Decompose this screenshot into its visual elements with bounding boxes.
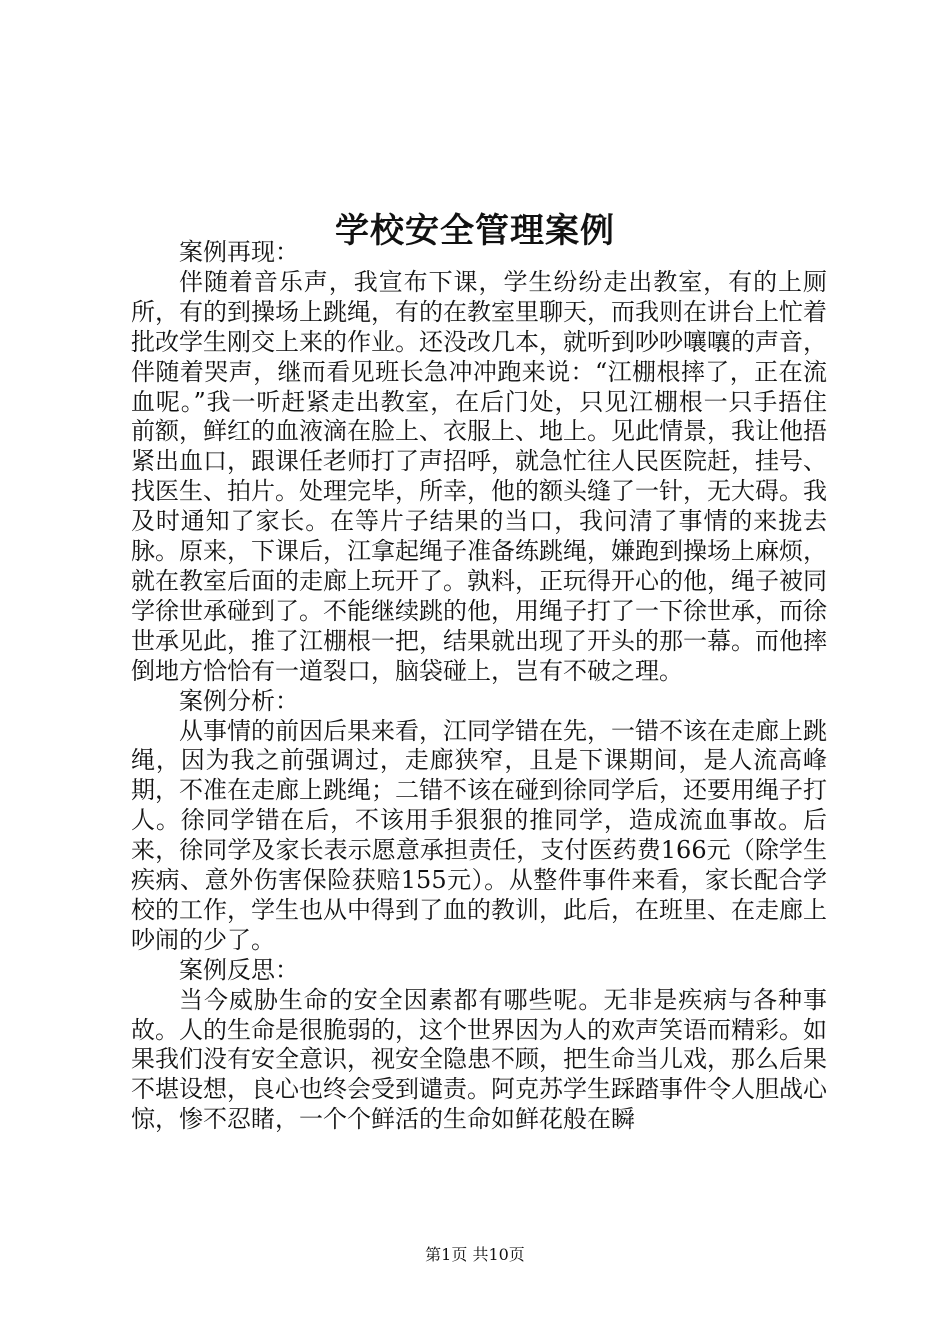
section-heading-case-reproduction: 案例再现：	[179, 238, 299, 266]
paragraph-case-analysis: 从事情的前因后果来看，江同学错在先，一错不该在走廊上跳绳，因为我之前强调过，走廊狭窄，且是下课期间，是人流高峰期，不准在走廊上跳绳；二错不该在碰到徐同学后，还要用绳子打人。徐同学错在后，不该用手狠狠的推同学，造成流血事故。后来，徐同学及家长表示愿意承担责任，支付医药费166元（除学生疾病、意外伤害保险获赔155元）。从整件事件来看，家长配合学校的工作，学生也从中得到了血的教训，此后，在班里、在走廊上吵闹的少了。	[131, 716, 827, 954]
paragraph-case-reflection: 当今威胁生命的安全因素都有哪些呢。无非是疾病与各种事故。人的生命是很脆弱的，这个世界因为人的欢声笑语而精彩。如果我们没有安全意识，视安全隐患不顾，把生命当儿戏，那么后果不堪设想，良心也终会受到谴责。阿克苏学生踩踏事件令人胆战心惊，惨不忍睹，一个个鲜活的生命如鲜花般在瞬	[131, 985, 827, 1134]
document-body	[131, 238, 827, 1135]
paragraph-case-narrative: 伴随着音乐声，我宣布下课，学生纷纷走出教室，有的上厕所，有的到操场上跳绳，有的在教室里聊天，而我则在讲台上忙着批改学生刚交上来的作业。还没改几本，就听到吵吵嚷嚷的声音，伴随着哭声，继而看见班长急冲冲跑来说：“江棚根摔了，正在流血呢。”我一听赶紧走出教室，在后门处，只见江棚根一只手捂住前额，鲜红的血液滴在脸上、衣服上、地上。见此情景，我让他捂紧出血口，跟课任老师打了声招呼，就急忙往人民医院赶，挂号、找医生、拍片。处理完毕，所幸，他的额头缝了一针，无大碍。我及时通知了家长。在等片子结果的当口，我问清了事情的来拢去脉。原来，下课后，江拿起绳子准备练跳绳，嫌跑到操场上麻烦，就在教室后面的走廊上玩开了。孰料，正玩得开心的他，绳子被同学徐世承碰到了。不能继续跳的他，用绳子打了一下徐世承，而徐世承见此，推了江棚根一把，结果就出现了开头的那一幕。而他摔倒地方恰恰有一道裂口，脑袋碰上，岂有不破之理。	[131, 267, 827, 685]
document-title: 学校安全管理案例	[335, 210, 615, 251]
section-heading-case-reflection: 案例反思：	[179, 955, 299, 984]
section-heading-case-analysis: 案例分析：	[179, 686, 299, 715]
page-number-footer: 第1页 共10页	[425, 1245, 525, 1264]
